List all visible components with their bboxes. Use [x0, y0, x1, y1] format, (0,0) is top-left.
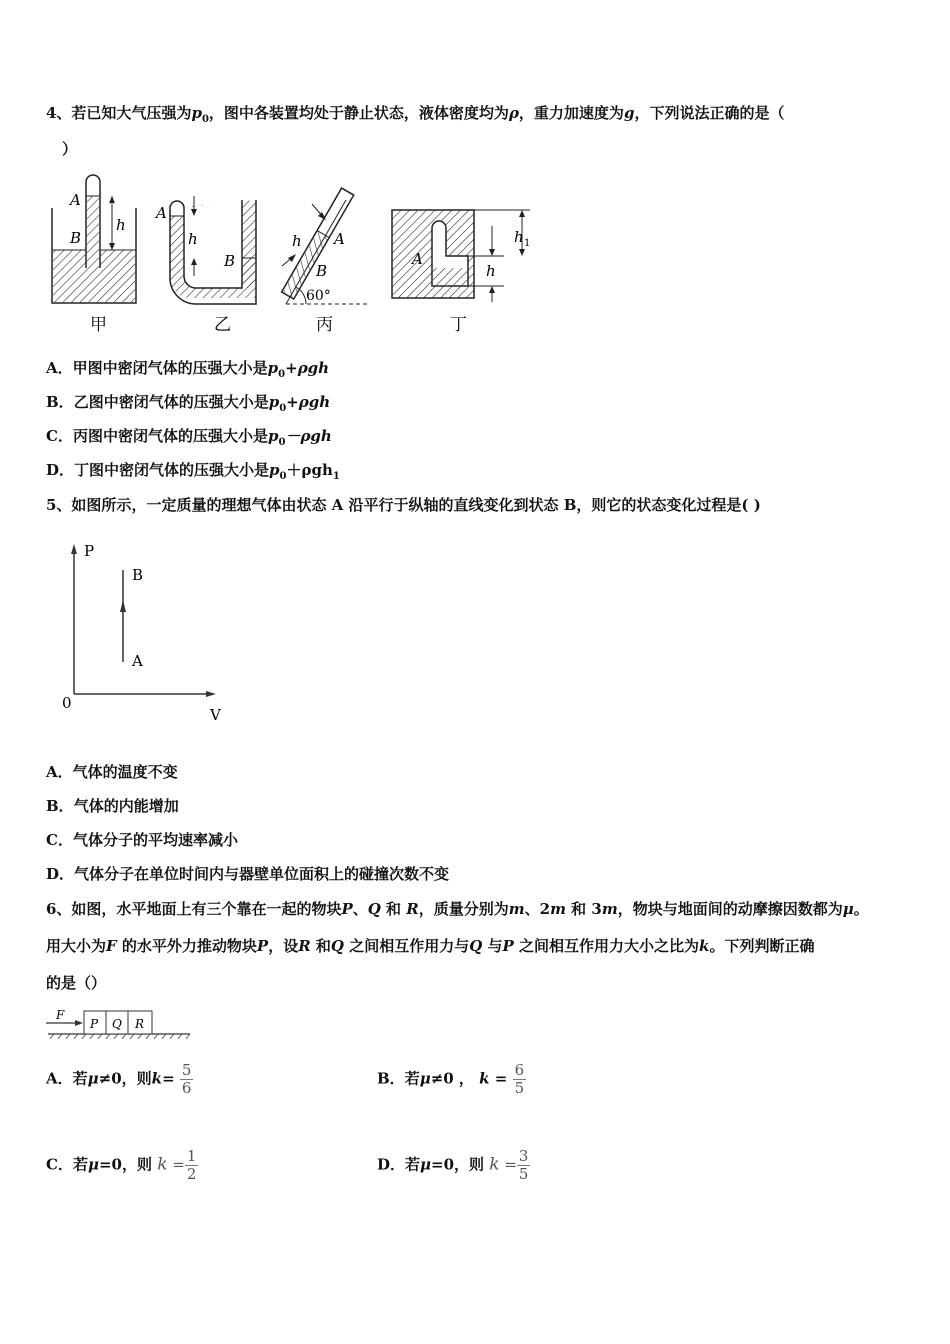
q6-blocks-figure: [44, 1004, 194, 1044]
block-q: Q: [112, 1017, 122, 1031]
caption-bing: 丙: [316, 315, 333, 335]
svg-text:1: 1: [524, 238, 531, 249]
figure-bing: [282, 188, 369, 304]
svg-text:A: A: [412, 250, 423, 268]
q6-option-c[interactable]: C．若μ=0，则 k = $\frac{1}{2}$: [46, 1147, 197, 1183]
q5-option-d[interactable]: D．气体分子在单位时间内与器壁单位面积上的碰撞次数不变: [46, 865, 450, 883]
q4-option-b[interactable]: B．乙图中密闭气体的压强大小是$p_0+\rho gh$: [46, 393, 331, 414]
axis-p: P: [84, 542, 95, 560]
label-A: A: [70, 191, 81, 209]
svg-text:h: h: [292, 232, 302, 250]
q6-option-a[interactable]: A．若μ≠0，则k= $\frac{5}{6}$: [46, 1061, 192, 1097]
fraction: $\frac{3}{5}$: [518, 1147, 529, 1183]
force-f: F: [56, 1008, 65, 1022]
q4-option-c[interactable]: C．丙图中密闭气体的压强大小是$p_0-\rho gh$: [46, 427, 332, 448]
fraction: $\frac{5}{6}$: [181, 1061, 192, 1097]
figure-yi: [154, 196, 256, 304]
label-h: h: [116, 216, 126, 234]
block-p: P: [90, 1017, 99, 1031]
fraction: $\frac{6}{5}$: [514, 1061, 525, 1097]
svg-text:h: h: [514, 228, 524, 246]
state-b: B: [132, 566, 144, 584]
q6-option-d[interactable]: D．若μ=0，则 k = $\frac{3}{5}$: [377, 1147, 529, 1183]
q5-option-a[interactable]: A．气体的温度不变: [46, 763, 178, 781]
caption-jia: 甲: [90, 315, 107, 335]
svg-text:B: B: [316, 262, 328, 280]
svg-text:A: A: [156, 204, 167, 222]
q6-stem-line3: 的是（）: [46, 974, 107, 992]
label-B: B: [70, 229, 82, 247]
block-r: R: [135, 1017, 145, 1031]
q4-option-d[interactable]: D．丁图中密闭气体的压强大小是$p_0+\rho gh_1$: [46, 461, 340, 482]
q6-stem-line2: 用大小为F 的水平外力推动物块P，设R 和Q 之间相互作用力与Q 与P 之间相互作用力大小之比为k。下列判断正确: [46, 937, 815, 955]
svg-text:A: A: [334, 230, 345, 248]
q5-stem: 5、如图所示，一定质量的理想气体由状态 A 沿平行于纵轴的直线变化到状态 B，则它的状态变化过程是( ): [46, 496, 761, 514]
state-a: A: [132, 652, 143, 670]
svg-text:h: h: [188, 230, 198, 248]
axis-v: V: [210, 706, 221, 724]
svg-text:B: B: [224, 252, 236, 270]
figure-jia: [52, 175, 136, 303]
svg-text:h: h: [486, 262, 496, 280]
q5-pv-graph: [56, 538, 236, 728]
q4-figure: [44, 168, 544, 338]
q6-stem-line1: 6、如图，水平地面上有三个靠在一起的物块P、Q 和 R，质量分别为m、2m 和 3m，物块与地面间的动摩擦因数都为μ。: [46, 900, 869, 918]
q5-option-c[interactable]: C．气体分子的平均速率减小: [46, 831, 238, 849]
q4-stem-close: ）: [62, 140, 78, 158]
caption-ding: 丁: [450, 315, 467, 335]
q4-option-a[interactable]: A．甲图中密闭气体的压强大小是$p_0+\rho gh$: [46, 359, 330, 380]
q4-stem: 4、若已知大气压强为$p_0$，图中各装置均处于静止状态，液体密度均为ρ，重力加速度为g，下列说法正确的是（: [46, 104, 785, 125]
svg-text:60°: 60°: [306, 288, 331, 304]
figure-ding: [392, 210, 530, 302]
q5-option-b[interactable]: B．气体的内能增加: [46, 797, 179, 815]
origin: 0: [62, 694, 72, 712]
q6-option-b[interactable]: B．若μ≠0 ， k = $\frac{6}{5}$: [377, 1061, 525, 1097]
caption-yi: 乙: [214, 315, 231, 335]
fraction: $\frac{1}{2}$: [186, 1147, 197, 1183]
